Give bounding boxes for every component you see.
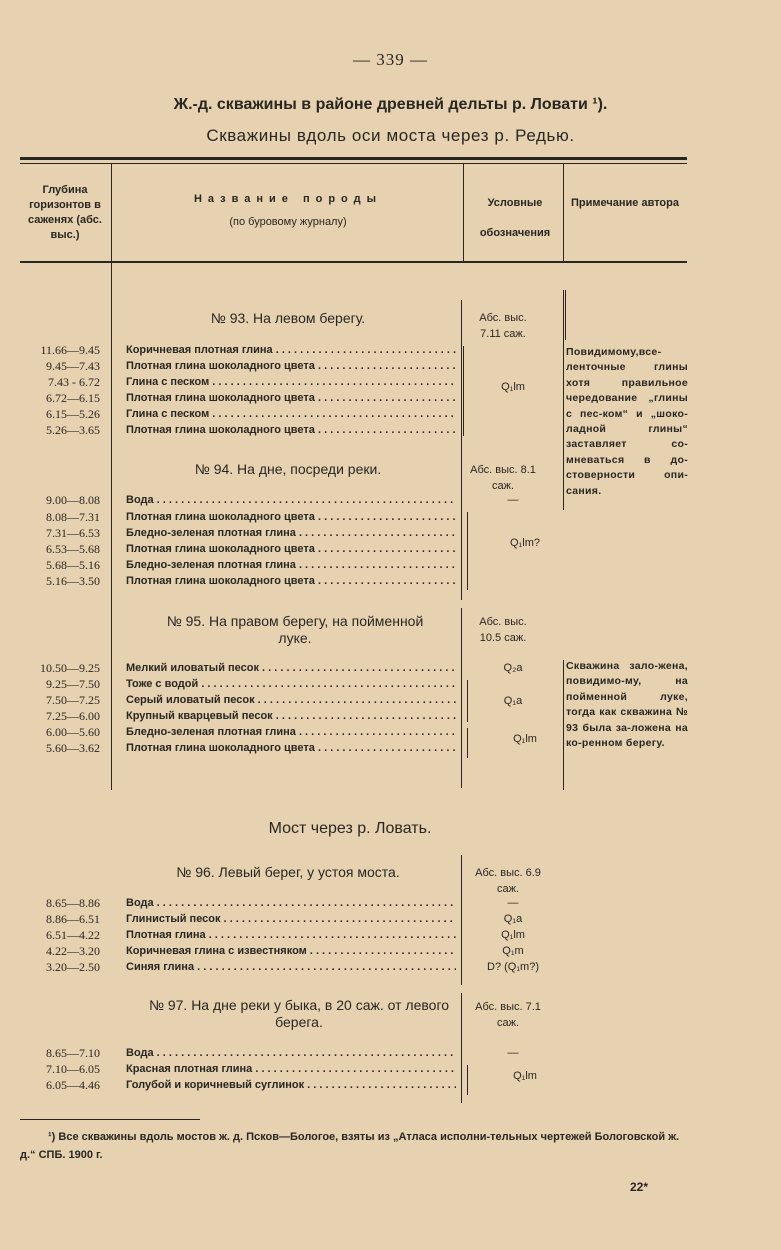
row-name: Коричневая плотная глина . . . (126, 344, 456, 356)
author-note: Скважина зало-жена, повидимо-му, на пойменной луке, тогда как скважина № 93 была за-ложена на ко-ренном берегу. (566, 660, 688, 750)
row-depth: 3.20—2.50 (46, 960, 100, 974)
row-depth: 9.45—7.43 (46, 359, 100, 373)
row-name: Плотная глина шоколадного цвета . . . (126, 392, 456, 404)
row-depth: 5.16—3.50 (46, 574, 100, 588)
well-title: № 93. На левом берегу. (210, 310, 366, 326)
row-depth: 6.00—5.60 (46, 725, 100, 739)
column-divider-w96 (461, 855, 462, 985)
row-name: Крупный кварцевый песок . . . (126, 710, 456, 722)
row-name: Вода . . . (126, 1047, 456, 1059)
abs-height: Абс. выс. 6.9 саж. (475, 867, 541, 895)
abs-height: Абс. выс. 10.5 саж. (479, 616, 527, 644)
signature-mark: 22* (630, 1180, 649, 1194)
bracket-93 (458, 346, 464, 436)
abs-height: Абс. выс. 8.1 саж. (470, 464, 536, 492)
well-title: № 94. На дне, посреди реки. (194, 461, 382, 477)
bridge-title: Мост через р. Ловать. (268, 820, 432, 837)
symbol: Q₁lm (513, 1070, 537, 1082)
row-name: Бледно-зеленая плотная глина . . . (126, 559, 456, 571)
header-note: Примечание автора (571, 197, 679, 209)
row-depth: 7.43 - 6.72 (48, 375, 100, 389)
symbol: Q₁lm (513, 733, 537, 745)
row-depth: 9.25—7.50 (46, 677, 100, 691)
row-name: Плотная глина шоколадного цвета . . . (126, 511, 456, 523)
symbol: D? (Q₁m?) (487, 961, 539, 973)
table-top-rule (20, 157, 687, 160)
symbol: Q₁a (503, 695, 523, 707)
bracket-94 (462, 512, 468, 590)
footnote-rule (20, 1119, 200, 1120)
row-depth: 5.26—3.65 (46, 423, 100, 437)
bracket-93-top (565, 290, 566, 340)
table-header-rule (20, 261, 687, 263)
symbol: Q₁lm (501, 929, 525, 941)
row-depth: 6.15—5.26 (46, 407, 100, 421)
row-depth: 8.86—6.51 (46, 912, 100, 926)
abs-height: Абс. выс. 7.11 саж. (479, 312, 527, 340)
row-name: Глинистый песок . . . (126, 913, 456, 925)
author-note: Повидимому,все-ленточные глины хотя правильное чередование „глины с пес-ком“ и „шоко-ладной глины“ заставляет со-мневаться в до-стоверности опи-сания. (566, 346, 688, 497)
row-depth: 6.05—4.46 (46, 1078, 100, 1092)
symbol: — (507, 1047, 519, 1059)
page-title: Ж.-д. скважины в районе древней дельты р. Ловати ¹). (173, 96, 608, 113)
symbol: Q₁m (502, 945, 524, 957)
row-name: Плотная глина . . . (126, 929, 456, 941)
row-name: Глина с песком . . . (126, 376, 456, 388)
table-top-rule-thin (20, 163, 687, 164)
well-title: № 96. Левый берег, у устоя моста. (176, 864, 400, 880)
page-number: — 339 — (353, 50, 428, 69)
column-divider-1-body (111, 263, 112, 790)
row-depth: 9.00—8.08 (46, 493, 100, 507)
bracket-95-a (462, 680, 468, 722)
row-depth: 6.72—6.15 (46, 391, 100, 405)
column-divider-3-body-b (563, 660, 564, 790)
row-name: Плотная глина шоколадного цвета . . . (126, 575, 456, 587)
row-name: Серый иловатый песок . . . (126, 694, 456, 706)
symbol: — (507, 897, 519, 909)
header-symbols: Условные обозначения (479, 197, 551, 239)
row-depth: 5.60—3.62 (46, 741, 100, 755)
header-rock-name: Название породы (193, 193, 382, 205)
row-name: Глина с песком . . . (126, 408, 456, 420)
row-depth: 8.08—7.31 (46, 510, 100, 524)
header-rock-name-sub: (по буровому журналу) (229, 216, 347, 228)
symbol: Q₁lm? (510, 537, 540, 549)
row-depth: 6.53—5.68 (46, 542, 100, 556)
row-name: Плотная глина шоколадного цвета . . . (126, 543, 456, 555)
symbol: Q₂a (503, 662, 523, 674)
row-name: Красная плотная глина . . . (126, 1063, 456, 1075)
well-title: № 95. На правом берегу, на пойменной луке. (166, 613, 424, 646)
row-name: Бледно-зеленая плотная глина . . . (126, 527, 456, 539)
column-divider-3 (563, 164, 564, 261)
symbol: — (507, 494, 519, 506)
column-divider-3-body (563, 290, 564, 510)
row-depth: 4.22—3.20 (46, 944, 100, 958)
row-depth: 8.65—8.86 (46, 896, 100, 910)
row-name: Вода . . . (126, 494, 456, 506)
bracket-97 (462, 1065, 468, 1095)
row-depth: 11.66—9.45 (40, 343, 100, 357)
row-depth: 5.68—5.16 (46, 558, 100, 572)
row-depth: 7.10—6.05 (46, 1062, 100, 1076)
row-name: Голубой и коричневый суглинок . . . (126, 1079, 456, 1091)
bracket-95-b (462, 728, 468, 758)
row-name: Плотная глина шоколадного цвета . . . (126, 742, 456, 754)
row-depth: 10.50—9.25 (40, 661, 100, 675)
row-name: Синяя глина . . . (126, 961, 456, 973)
symbol: Q₁lm (501, 381, 525, 393)
row-name: Плотная глина шоколадного цвета . . . (126, 360, 456, 372)
symbol: Q₁a (503, 913, 523, 925)
well-title: № 97. На дне реки у быка, в 20 саж. от левого берега. (148, 997, 450, 1030)
column-divider-1 (111, 164, 112, 261)
row-depth: 7.25—6.00 (46, 709, 100, 723)
abs-height: Абс. выс. 7.1 саж. (475, 1001, 541, 1029)
row-name: Тоже с водой . . . (126, 678, 456, 690)
row-depth: 7.31—6.53 (46, 526, 100, 540)
row-depth: 7.50—7.25 (46, 693, 100, 707)
page-subtitle: Скважины вдоль оси моста через р. Редью. (206, 126, 575, 145)
row-depth: 6.51—4.22 (46, 928, 100, 942)
header-depth: Глубина горизонтов в саженях (абс. выс.) (28, 184, 102, 241)
footnote: ¹) Все скважины вдоль мостов ж. д. Псков—Бологое, взяты из „Атласа исполни-тельных чертежей Бологовской ж. д.“ СПБ. 1900 г. (20, 1131, 680, 1161)
row-depth: 8.65—7.10 (46, 1046, 100, 1060)
row-name: Коричневая глина с известняком . . . (126, 945, 456, 957)
row-name: Бледно-зеленая плотная глина . . . (126, 726, 456, 738)
row-name: Плотная глина шоколадного цвета . . . (126, 424, 456, 436)
column-divider-2 (463, 164, 464, 261)
row-name: Вода . . . (126, 897, 456, 909)
row-name: Мелкий иловатый песок . . . (126, 662, 456, 674)
